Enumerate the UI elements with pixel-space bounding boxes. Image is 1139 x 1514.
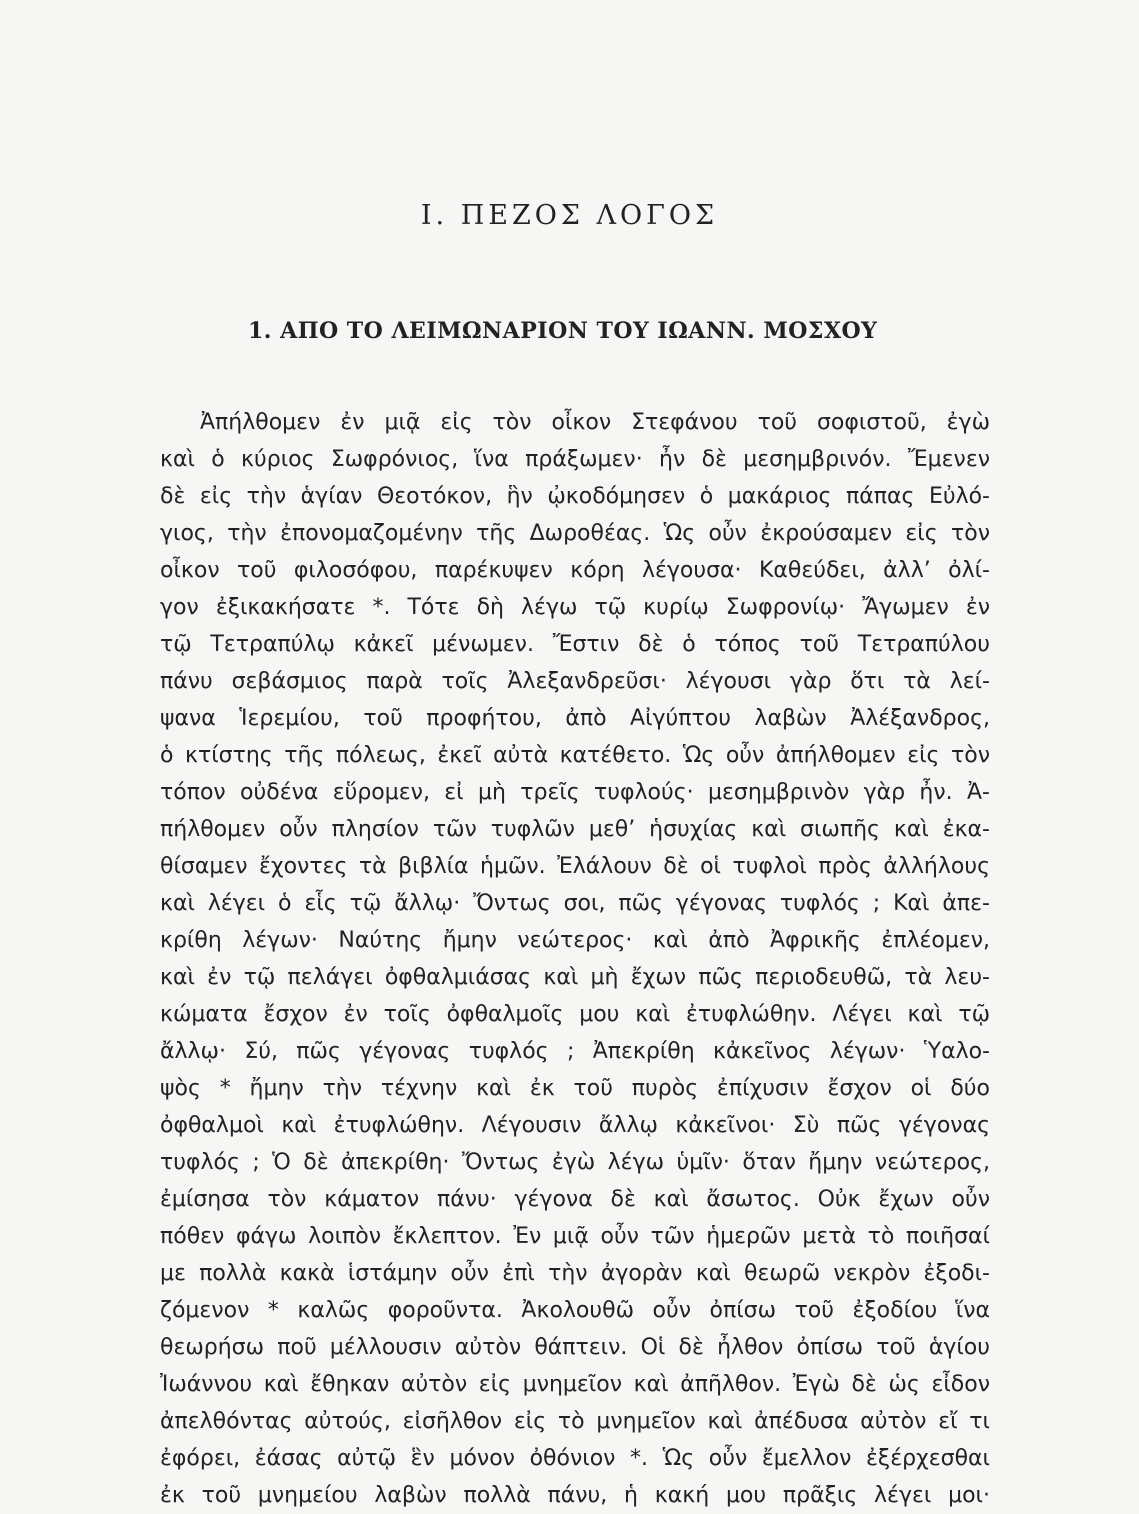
body-line: οἶκον τοῦ φιλοσόφου, παρέκυψεν κόρη λέγουσα· Καθεύδει, ἀλλ’ ὀλί- <box>160 558 990 583</box>
body-line: δὲ εἰς τὴν ἁγίαν Θεοτόκον, ἣν ᾠκοδόμησεν ὁ μακάριος πάπας Εὐλό- <box>160 484 990 509</box>
body-line: τυφλός ; Ὁ δὲ ἀπεκρίθη· Ὄντως ἐγὼ λέγω ὑμῖν· ὅταν ἤμην νεώτερος, <box>160 1150 990 1175</box>
body-line: με πολλὰ κακὰ ἱστάμην οὖν ἐπὶ τὴν ἀγορὰν καὶ θεωρῶ νεκρὸν ἐξοδι- <box>160 1261 990 1286</box>
body-line: κρίθη λέγων· Ναύτης ἤμην νεώτερος· καὶ ἀπὸ Ἀφρικῆς ἐπλέομεν, <box>160 928 990 953</box>
body-line: Ἀπήλθομεν ἐν μιᾷ εἰς τὸν οἶκον Στεφάνου τοῦ σοφιστοῦ, ἐγὼ <box>200 410 990 435</box>
body-line: Ἰωάννου καὶ ἔθηκαν αὐτὸν εἰς μνημεῖον καὶ ἀπῆλθον. Ἐγὼ δὲ ὡς εἶδον <box>160 1372 990 1397</box>
body-line: καὶ λέγει ὁ εἷς τῷ ἄλλῳ· Ὄντως σοι, πῶς γέγονας τυφλός ; Καὶ ἀπε- <box>160 891 990 916</box>
body-line: ψὸς * ἤμην τὴν τέχνην καὶ ἐκ τοῦ πυρὸς ἐπίχυσιν ἔσχον οἱ δύο <box>160 1076 990 1101</box>
section-title: 1. ΑΠΟ ΤΟ ΛΕΙΜΩΝΑΡΙΟΝ ΤΟΥ ΙΩΑΝΝ. ΜΟΣΧΟΥ <box>248 318 878 344</box>
body-text <box>160 404 990 1514</box>
body-line: ἐφόρει, ἐάσας αὐτῷ ἓν μόνον ὀθόνιον *. Ὡς οὖν ἔμελλον ἐξέρχεσθαι <box>160 1446 990 1471</box>
body-line: ὁ κτίστης τῆς πόλεως, ἐκεῖ αὐτὰ κατέθετο. Ὡς οὖν ἀπήλθομεν εἰς τὸν <box>160 743 990 768</box>
body-line: πόθεν φάγω λοιπὸν ἔκλεπτον. Ἐν μιᾷ οὖν τῶν ἡμερῶν μετὰ τὸ ποιῆσαί <box>160 1224 990 1249</box>
body-line: ὀφθαλμοὶ καὶ ἐτυφλώθην. Λέγουσιν ἄλλῳ κἀκεῖνοι· Σὺ πῶς γέγονας <box>160 1113 990 1138</box>
body-line: πάνυ σεβάσμιος παρὰ τοῖς Ἀλεξανδρεῦσι· λέγουσι γὰρ ὅτι τὰ λεί- <box>160 669 990 694</box>
body-line: ψανα Ἱερεμίου, τοῦ προφήτου, ἀπὸ Αἰγύπτου λαβὼν Ἀλέξανδρος, <box>160 706 990 731</box>
body-line: ἐκ τοῦ μνημείου λαβὼν πολλὰ πάνυ, ἡ κακή μου πρᾶξις λέγει μοι· <box>160 1483 990 1508</box>
body-line: ἄλλῳ· Σύ, πῶς γέγονας τυφλός ; Ἀπεκρίθη κἀκεῖνος λέγων· Ὑαλο- <box>160 1039 990 1064</box>
body-line: γον ἐξικακήσατε *. Τότε δὴ λέγω τῷ κυρίῳ Σωφρονίῳ· Ἄγωμεν ἐν <box>160 595 990 620</box>
body-line: τῷ Τετραπύλῳ κἀκεῖ μένωμεν. Ἔστιν δὲ ὁ τόπος τοῦ Τετραπύλου <box>160 632 990 657</box>
body-line: ἐμίσησα τὸν κάματον πάνυ· γέγονα δὲ καὶ ἄσωτος. Οὐκ ἔχων οὖν <box>160 1187 990 1212</box>
body-line: θίσαμεν ἔχοντες τὰ βιβλία ἡμῶν. Ἐλάλουν δὲ οἱ τυφλοὶ πρὸς ἀλλήλους <box>160 854 990 879</box>
body-line: γιος, τὴν ἐπονομαζομένην τῆς Δωροθέας. Ὡς οὖν ἐκρούσαμεν εἰς τὸν <box>160 521 990 546</box>
body-line: θεωρήσω ποῦ μέλλουσιν αὐτὸν θάπτειν. Οἱ δὲ ἦλθον ὀπίσω τοῦ ἁγίου <box>160 1335 990 1360</box>
chapter-title: I. ΠΕΖΟΣ ΛΟΓΟΣ <box>420 200 719 231</box>
body-line: πήλθομεν οὖν πλησίον τῶν τυφλῶν μεθ’ ἡσυχίας καὶ σιωπῆς καὶ ἐκα- <box>160 817 990 842</box>
body-line: τόπον οὐδένα εὕρομεν, εἰ μὴ τρεῖς τυφλούς· μεσημβρινὸν γὰρ ἦν. Ἀ- <box>160 780 990 805</box>
body-line: καὶ ὁ κύριος Σωφρόνιος, ἵνα πράξωμεν· ἦν δὲ μεσημβρινόν. Ἔμενεν <box>160 447 990 472</box>
body-line: κώματα ἔσχον ἐν τοῖς ὀφθαλμοῖς μου καὶ ἐτυφλώθην. Λέγει καὶ τῷ <box>160 1002 990 1027</box>
body-line: ζόμενον * καλῶς φοροῦντα. Ἀκολουθῶ οὖν ὀπίσω τοῦ ἐξοδίου ἵνα <box>160 1298 990 1323</box>
body-line: καὶ ἐν τῷ πελάγει ὀφθαλμιάσας καὶ μὴ ἔχων πῶς περιοδευθῶ, τὰ λευ- <box>160 965 990 990</box>
body-line: ἀπελθόντας αὐτούς, εἰσῆλθον εἰς τὸ μνημεῖον καὶ ἀπέδυσα αὐτὸν εἴ τι <box>160 1409 990 1434</box>
